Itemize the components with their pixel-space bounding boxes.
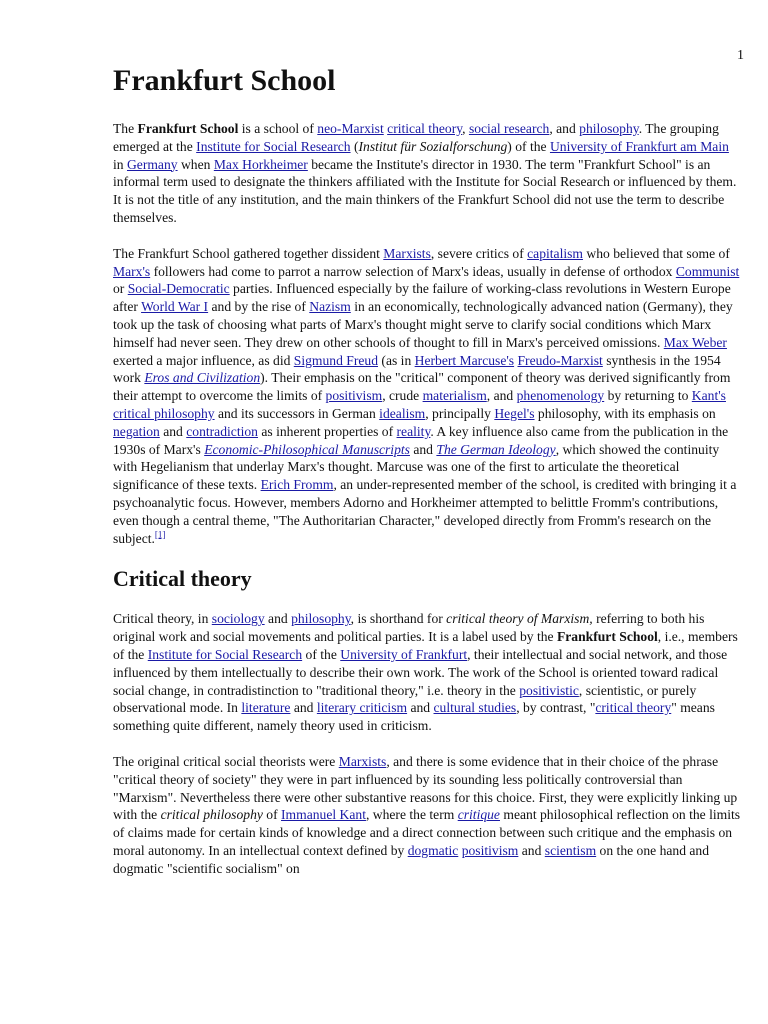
link-critical-theory-2[interactable]: critical theory [595,700,672,716]
paragraph-intro: The Frankfurt School is a school of neo-Marxist critical theory, social research, and philosophy. The grouping emerged at the Institute for Social Research (Institut für Sozialforschung) of the University of Frankfurt am Main in Germany when Max Horkheimer became the Institute's director in 1930. The term "Frankfurt School" is an informal term used to designate the thinkers affiliated with the Institute for Social Research or influenced by them. It is not the title of any institution, and the main thinkers of the Frankfurt School did not use the term to describe themselves. [113,121,737,225]
link-philosophy-2[interactable]: philosophy [291,611,351,627]
link-marxists[interactable]: Marxists [383,245,431,261]
link-social-democratic[interactable]: Social-Democratic [127,281,230,297]
link-literary-criticism[interactable]: literary criticism [316,700,408,716]
link-immanuel-kant[interactable]: Immanuel Kant [281,807,366,823]
link-social-research[interactable]: social research [468,121,550,136]
link-communist[interactable]: Communist [675,263,740,279]
section-title-critical-theory: Critical theory [113,566,252,592]
footnote-link[interactable]: [1] [154,529,166,539]
link-critical-theory[interactable]: critical theory [387,121,463,136]
document-body [113,62,741,895]
link-freudo-marxist[interactable]: Freudo-Marxist [517,352,603,368]
link-phenomenology[interactable]: phenomenology [516,388,605,404]
page-number: 1 [737,48,744,63]
bold-frankfurt-school: Frankfurt School [556,629,658,645]
italic-institut: Institut für Sozialforschung [358,138,508,154]
link-reality[interactable]: reality [396,423,431,439]
link-sociology[interactable]: sociology [211,611,265,627]
link-university-frankfurt[interactable]: University of Frankfurt am Main [549,138,729,154]
link-critique[interactable]: critique [457,807,500,823]
link-idealism[interactable]: idealism [379,405,426,421]
link-cultural-studies[interactable]: cultural studies [433,700,517,716]
paragraph-origins: The original critical social theorists were Marxists, and there is some evidence that in their choice of the phrase "critical theory of society" they were in part influenced by its sounding less politically controversial than "Marxism". Nevertheless there were other substantive reasons for this choice. First, they were explicitly linking up with the critical philosophy of Immanuel Kant, where the term critique meant philosophical reflection on the limits of claims made for certain kinds of knowledge and a direct connection between such critique and the emphasis on moral autonomy. In an intellectual context defined by dogmatic positivism and scientism on the one hand and dogmatic "scientific socialism" on [113,753,741,876]
link-german-ideology[interactable]: The German Ideology [436,441,556,457]
link-max-weber[interactable]: Max Weber [663,334,727,350]
link-institute-2[interactable]: Institute for Social Research [147,646,303,662]
link-materialism[interactable]: materialism [422,388,487,404]
link-neo-marxist[interactable]: neo-Marxist [317,121,384,136]
link-literature[interactable]: literature [241,700,291,716]
link-philosophy[interactable]: philosophy [579,121,639,136]
link-marxs[interactable]: Marx's [113,263,151,279]
link-university-frankfurt-2[interactable]: University of Frankfurt [340,646,468,662]
italic-critical-philosophy: critical philosophy [160,807,263,823]
paragraph-history: The Frankfurt School gathered together dissident Marxists, severe critics of capitalism who believed that some of Marx's followers had come to parrot a narrow selection of Marx's ideas, usually in defense of orthodox Communist or Social-Democratic parties. Influenced especially by the failure of working-class revolutions in Western Europe after World War I and by the rise of Nazism in an economically, technologically advanced nation (Germany), they took up the task of choosing what parts of Marx's thought might serve to clarify social conditions which Marx himself had never seen. They drew on other schools of thought to fill in Marx's perceived omissions. Max Weber exerted a major influence, as did Sigmund Freud (as in Herbert Marcuse's Freudo-Marxist synthesis in the 1954 work Eros and Civilization). Their emphasis on the "critical" component of theory was derived significantly from their attempt to overcome the limits of positivism, crude materialism, and phenomenology by returning to Kant's critical philosophy and its successors in German idealism, principally Hegel's philosophy, with its emphasis on negation and contradiction as inherent properties of reality. A key influence also came from the publication in the 1930s of Marx's Economic-Philosophical Manuscripts and The German Ideology, which showed the continuity with Hegelianism that underlay Marx's thought. Marcuse was one of the first to articulate the theoretical significance of these texts. Erich Fromm, an under-represented member of the school, is credited with bringing it a psychoanalytic focus. However, members Adorno and Horkheimer attempted to belittle Fromm's contributions, even though a central theme, "The Authoritarian Character," developed directly from Fromm's research on the subject.[1] [113,245,740,546]
link-germany[interactable]: Germany [126,156,178,172]
link-erich-fromm[interactable]: Erich Fromm [260,477,334,493]
italic-ctm: critical theory of Marxism, [446,611,593,627]
link-nazism[interactable]: Nazism [309,299,351,315]
paragraph-critical-theory: Critical theory, in sociology and philosophy, is shorthand for critical theory of Marxism, referring to both his original work and social movements and political parties. It is a label used by the Frankfurt School, i.e., members of the Institute for Social Research of the University of Frankfurt, their intellectual and social network, and those influenced by them intellectually to describe their own work. The work of the School is oriented toward radical social change, in contradistinction to "traditional theory," i.e. theory in the positivistic, scientistic, or purely observational mode. In literature and literary criticism and cultural studies, by contrast, "critical theory" means something quite different, namely theory used in criticism. [113,611,738,734]
link-world-war-i[interactable]: World War I [141,299,209,315]
link-scientism[interactable]: scientism [544,842,597,858]
link-positivism[interactable]: positivism [325,388,383,404]
link-institute[interactable]: Institute for Social Research [196,138,351,154]
link-eros-and-civilization[interactable]: Eros and Civilization [144,370,261,386]
link-negation[interactable]: negation [113,423,160,439]
bold-term: Frankfurt School [137,121,239,136]
link-hegels[interactable]: Hegel's [494,405,535,421]
link-contradiction[interactable]: contradiction [186,423,258,439]
link-marcuse[interactable]: Herbert Marcuse's [414,352,515,368]
page-title: Frankfurt School [113,64,336,97]
link-positivistic[interactable]: positivistic [519,682,579,698]
link-positivism-2[interactable]: positivism [461,842,519,858]
link-kants[interactable]: Kant's [691,388,726,404]
link-manuscripts[interactable]: Economic-Philosophical Manuscripts [204,441,410,457]
link-sigmund-freud[interactable]: Sigmund Freud [293,352,379,368]
link-capitalism[interactable]: capitalism [527,245,583,261]
link-marxists-2[interactable]: Marxists [338,753,387,769]
link-dogmatic[interactable]: dogmatic [407,842,459,858]
link-horkheimer[interactable]: Max Horkheimer [213,156,308,172]
link-critical-philosophy[interactable]: critical philosophy [113,405,215,421]
